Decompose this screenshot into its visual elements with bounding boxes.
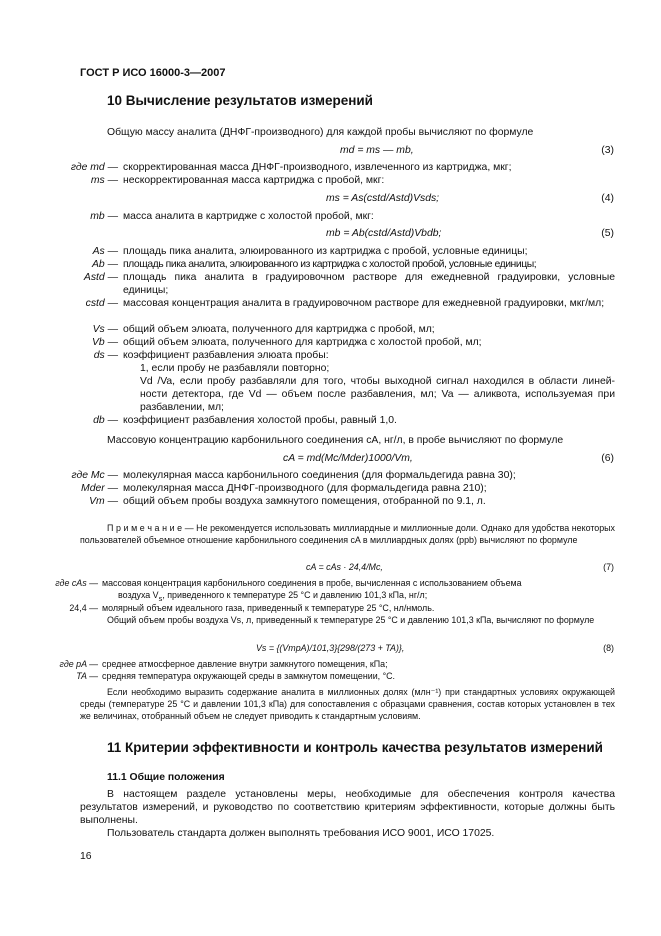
symbol-ms: ms — bbox=[90, 175, 118, 186]
intro-text: Общую массу аналита (ДНФГ-производного) для каждой пробы вычисляют по формуле bbox=[107, 127, 534, 138]
equation-6: cA = md(Mc/Mder)1000/Vm, bbox=[283, 453, 413, 464]
def-cAs-line1: массовая концентрация карбонильного соединения в пробе, вычисленная с использованием объема bbox=[102, 578, 522, 588]
def-mb: масса аналита в картридже с холостой пробой, мкг: bbox=[123, 211, 374, 222]
symbol-ds: ds — bbox=[93, 350, 118, 361]
def-Vs: общий объем элюата, полученного для картриджа с пробой, мл; bbox=[123, 324, 435, 335]
symbol-As: As — bbox=[92, 246, 118, 257]
section-10-title: 10 Вычисление результатов измерений bbox=[107, 93, 373, 108]
equation-5: mb = Ab(cstd/Astd)Vbdb; bbox=[326, 228, 442, 239]
subsection-11-1-title: 11.1 Общие положения bbox=[107, 772, 225, 783]
def-As: площадь пика аналита, элюированного из картриджа с пробой, условные единицы; bbox=[123, 246, 528, 257]
def-cstd: массовая концентрация аналита в градуировочном растворе для ежедневной градуировки, мкг/мл; bbox=[123, 298, 605, 309]
symbol-cstd: cstd — bbox=[85, 298, 118, 309]
def-Astd: площадь пика аналита в градуировочном растворе для ежедневной градуировки, условные единицы; bbox=[123, 272, 615, 296]
symbol-Mder: Mder — bbox=[81, 483, 118, 494]
def-Mder: молекулярная масса ДНФГ-производного (для формальдегида равна 210); bbox=[123, 483, 487, 494]
def-ds-case2: Vd /Va, если пробу разбавляли для того, чтобы выходной сигнал находился в области линейности детектора, где Vd — объем после разбавления, мл; Va — аликвота, используемая при разбавлении, мл; bbox=[140, 376, 615, 413]
equation-6-number: (6) bbox=[601, 453, 614, 464]
concentration-intro: Массовую концентрацию карбонильного соединения cA, нг/л, в пробе вычисляют по формуле bbox=[107, 435, 564, 446]
equation-7-number: (7) bbox=[603, 562, 614, 572]
equation-3: md = ms — mb, bbox=[340, 145, 414, 156]
def-db: коэффициент разбавления холостой пробы, равный 1,0. bbox=[123, 415, 397, 426]
symbol-Vb: Vb — bbox=[92, 337, 118, 348]
def-ds: коэффициент разбавления элюата пробы: bbox=[123, 350, 329, 361]
def-ms: нескорректированная масса картриджа с пробой, мкг: bbox=[123, 175, 385, 186]
section-11-paragraph-2: Пользователь стандарта должен выполнять требования ИСО 9001, ИСО 17025. bbox=[107, 828, 495, 839]
symbol-Vs: Vs — bbox=[92, 324, 118, 335]
section-11-title: 11 Критерии эффективности и контроль качества результатов измерений bbox=[107, 740, 603, 755]
document-header: ГОСТ Р ИСО 16000-3—2007 bbox=[80, 67, 226, 79]
def-Ab: площадь пика аналита, элюированного из картриджа с холостой пробой, условные единицы; bbox=[123, 259, 537, 270]
def-Vm: общий объем пробы воздуха замкнутого помещения, отобранной по 9.1, л. bbox=[123, 496, 486, 507]
symbol-Vm: Vm — bbox=[89, 496, 118, 507]
volume-paragraph: Общий объем пробы воздуха Vs, л, приведенный к температуре 25 °С и давлению 101,3 кПа, вычисляют по формуле bbox=[107, 615, 595, 625]
ppm-paragraph: Если необходимо выразить содержание аналита в миллионных долях (млн⁻¹) при стандартных условиях окружающей среды (температуре 25 °С и давлении 101,3 кПа) для сопоставления с образцами сравнения, состав которых установлен в тех же величинах, отобранный объем не следует приводить к стандартным условиям. bbox=[80, 687, 615, 721]
symbol-TA: TA — bbox=[76, 671, 98, 681]
def-cAs-line2: воздуха $V_s$, приведенного к температуре 25 °С и давлению 101,3 кПа, нг/л; bbox=[118, 590, 428, 603]
equation-4: ms = As(cstd/Astd)Vsds; bbox=[326, 193, 440, 204]
symbol-Astd: Astd — bbox=[83, 272, 118, 283]
equation-5-number: (5) bbox=[601, 228, 614, 239]
symbol-mb: mb — bbox=[90, 211, 118, 222]
symbol-pA: где pA — bbox=[59, 659, 98, 669]
equation-3-number: (3) bbox=[601, 145, 614, 156]
def-md: скорректированная масса ДНФГ-производного, извлеченного из картриджа, мкг; bbox=[123, 162, 512, 173]
def-pA: среднее атмосферное давление внутри замкнутого помещения, кПа; bbox=[102, 659, 388, 669]
symbol-md: где md — bbox=[70, 162, 118, 173]
def-TA: средняя температура окружающей среды в замкнутом помещении, °С. bbox=[102, 671, 396, 681]
equation-4-number: (4) bbox=[601, 193, 614, 204]
def-24-4: молярный объем идеального газа, приведенный к температуре 25 °С, нл/нмоль. bbox=[102, 603, 435, 613]
equation-8-number: (8) bbox=[603, 643, 614, 653]
symbol-db: db — bbox=[93, 415, 118, 426]
equation-7: cA = cAs · 24,4/Mc, bbox=[306, 562, 383, 572]
def-ds-case1: 1, если пробу не разбавляли повторно; bbox=[140, 363, 330, 374]
section-11-paragraph-1: В настоящем разделе установлены меры, необходимые для обеспечения контроля качества результатов измерений, и руководство по соответствию критериям эффективности, которые должны быть выполнены. bbox=[80, 789, 615, 826]
symbol-24-4: 24,4 — bbox=[69, 603, 98, 613]
equation-8: Vs = {(VmpA)/101,3}{298/(273 + TA)}, bbox=[256, 643, 405, 653]
note-paragraph: П р и м е ч а н и е — Не рекомендуется использовать миллиардные и миллионные доли. Однако для удобства некоторых пользователей объемное отношение карбонильного соединения cA в миллиардных долях (ppb) вычисляют по формуле bbox=[80, 523, 615, 545]
symbol-cAs: где cAs — bbox=[55, 578, 98, 588]
def-Vb: общий объем элюата, полученного для картриджа с холостой пробой, мл; bbox=[123, 337, 482, 348]
symbol-Ab: Ab — bbox=[92, 259, 118, 270]
def-Mc: молекулярная масса карбонильного соединения (для формальдегида равна 30); bbox=[123, 470, 516, 481]
page-number: 16 bbox=[80, 851, 92, 862]
symbol-Mc: где Mc — bbox=[71, 470, 118, 481]
